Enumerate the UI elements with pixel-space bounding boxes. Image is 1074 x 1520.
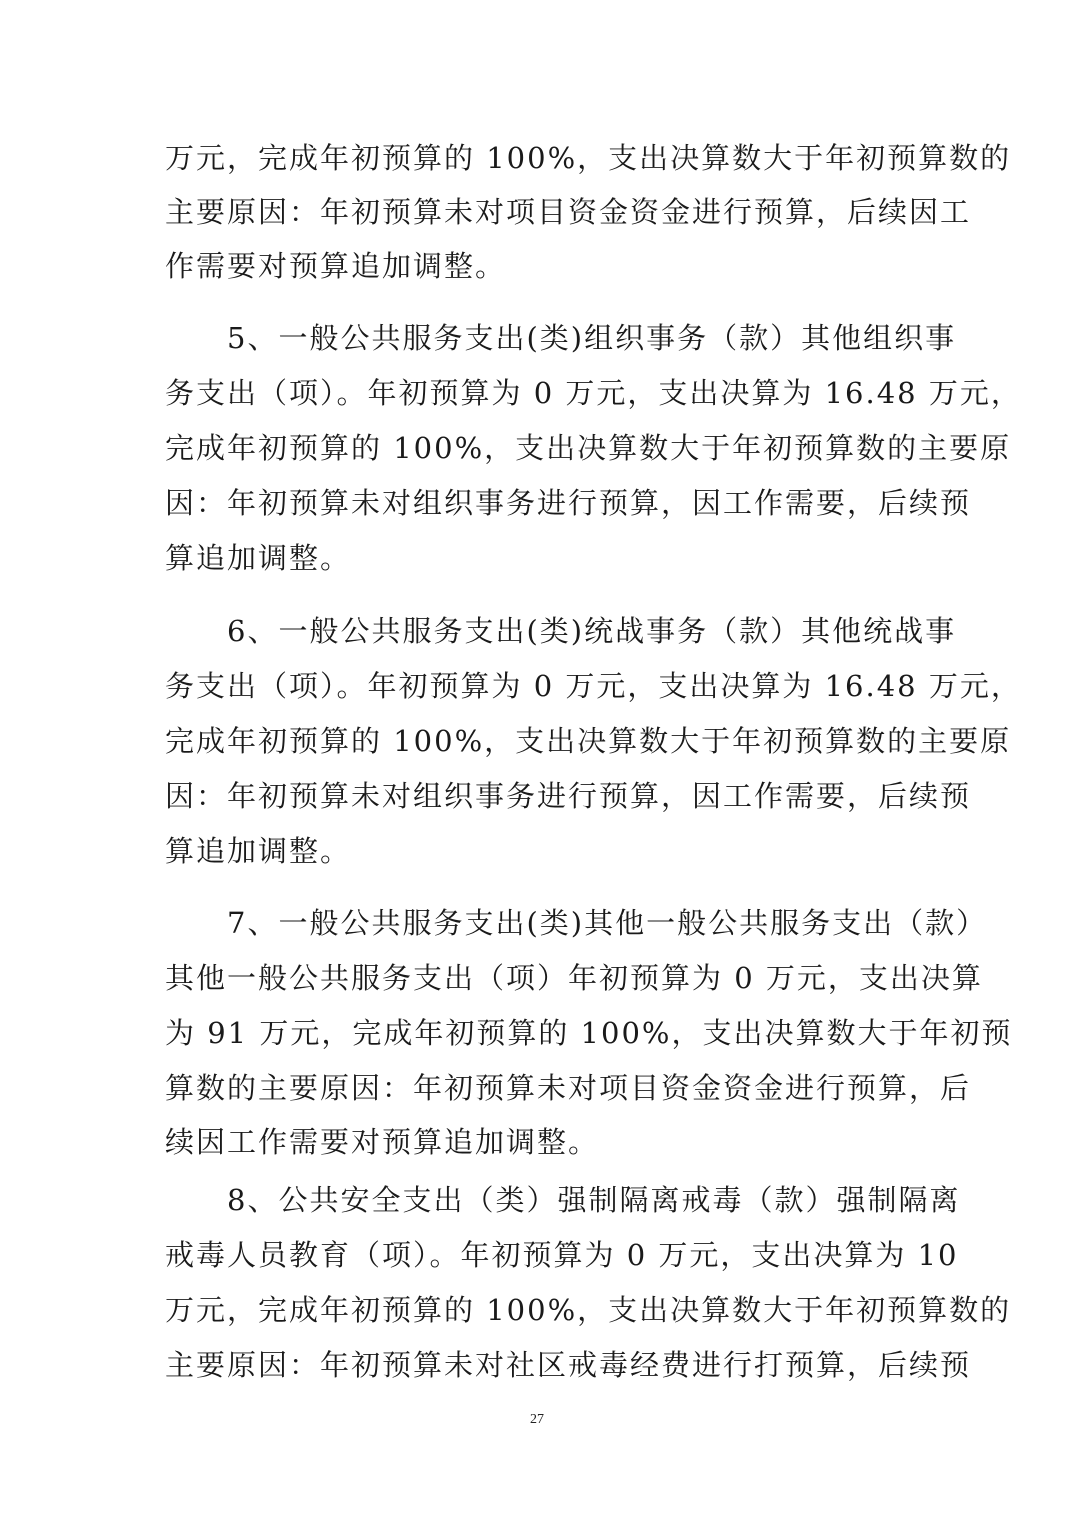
text-line: 万元，完成年初预算的 100%，支出决算数大于年初预算数的: [165, 141, 1012, 175]
text-line: 算追加调整。: [165, 541, 352, 575]
text-line: 续因工作需要对预算追加调整。: [165, 1125, 600, 1159]
text-line: 算追加调整。: [165, 834, 352, 868]
text-line: 算数的主要原因：年初预算未对项目资金资金进行预算，后: [165, 1071, 972, 1105]
text-line: 6、一般公共服务支出(类)统战事务（款）其他统战事: [165, 614, 957, 648]
text-line: 万元，完成年初预算的 100%，支出决算数大于年初预算数的: [165, 1293, 1012, 1327]
text-line: 完成年初预算的 100%，支出决算数大于年初预算数的主要原: [165, 431, 1012, 465]
text-line: 作需要对预算追加调整。: [165, 249, 507, 283]
page-number: 27: [530, 1412, 544, 1427]
text-line: 5、一般公共服务支出(类)组织事务（款）其他组织事: [165, 321, 957, 355]
text-line: 其他一般公共服务支出（项）年初预算为 0 万元，支出决算: [165, 961, 983, 995]
text-line: 主要原因：年初预算未对社区戒毒经费进行打预算，后续预: [165, 1348, 972, 1382]
text-line: 戒毒人员教育（项）。年初预算为 0 万元，支出决算为 10: [165, 1238, 959, 1272]
text-line: 主要原因：年初预算未对项目资金资金进行预算，后续因工: [165, 195, 972, 229]
text-line: 8、公共安全支出（类）强制隔离戒毒（款）强制隔离: [165, 1183, 961, 1217]
text-line: 7、一般公共服务支出(类)其他一般公共服务支出（款）: [165, 906, 988, 940]
text-line: 务支出（项）。年初预算为 0 万元，支出决算为 16.48 万元，: [165, 376, 1022, 410]
text-line: 务支出（项）。年初预算为 0 万元，支出决算为 16.48 万元，: [165, 669, 1022, 703]
text-line: 因：年初预算未对组织事务进行预算，因工作需要，后续预: [165, 486, 972, 520]
text-line: 为 91 万元，完成年初预算的 100%，支出决算数大于年初预: [165, 1016, 1013, 1050]
text-line: 因：年初预算未对组织事务进行预算，因工作需要，后续预: [165, 779, 972, 813]
text-line: 完成年初预算的 100%，支出决算数大于年初预算数的主要原: [165, 724, 1012, 758]
